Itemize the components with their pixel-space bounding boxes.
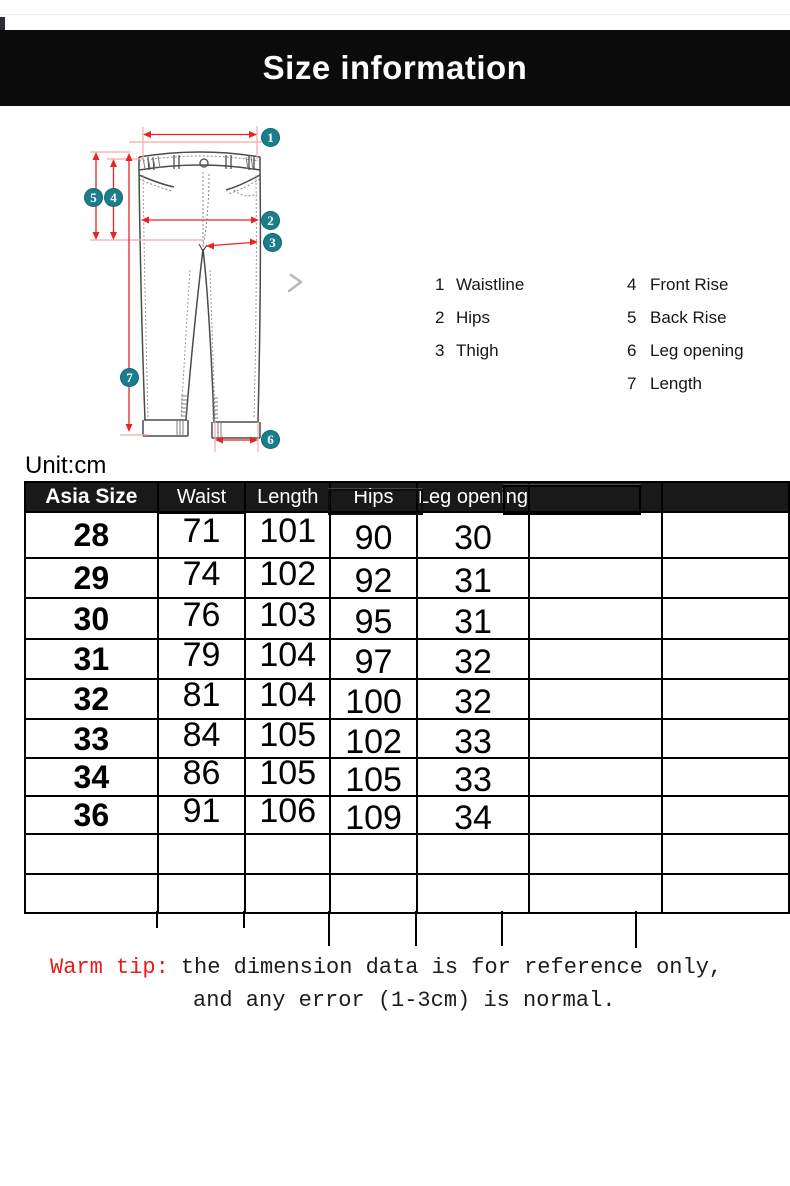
table-cell	[158, 792, 246, 834]
table-cell	[662, 758, 789, 796]
table-cell	[330, 719, 417, 761]
table-cell	[158, 512, 246, 558]
header-leg-opening: Leg opening	[417, 482, 529, 512]
table-cell-value: 104	[259, 676, 317, 714]
table-cell	[245, 636, 330, 679]
table-cell	[25, 558, 158, 598]
table-cell-value: 74	[182, 555, 221, 593]
table-cell	[417, 834, 529, 874]
table-cell	[417, 512, 529, 558]
diagram-marker-4: 4	[104, 188, 123, 207]
table-cell	[245, 595, 330, 639]
table-cell	[245, 555, 330, 598]
legend-item	[627, 334, 744, 367]
header-hips: Hips	[330, 482, 417, 512]
table-row	[25, 598, 789, 639]
size-table	[24, 481, 790, 914]
legend-label: Back Rise	[650, 307, 727, 327]
table-cell	[662, 558, 789, 598]
unit-label: Unit:cm	[25, 452, 107, 479]
table-cell-value: 102	[259, 555, 317, 593]
table-cell	[25, 874, 158, 913]
legend-label: Length	[650, 373, 702, 393]
table-cell-value: 105	[259, 754, 317, 792]
table-cell	[417, 679, 529, 719]
diagram-marker-7: 7	[120, 368, 139, 387]
dimension-arrows	[96, 135, 253, 441]
table-cell-value: 30	[454, 519, 492, 557]
table-cell-value: 33	[454, 761, 492, 799]
header-empty	[662, 482, 789, 512]
next-chevron-icon	[289, 275, 301, 291]
legend-number: 6	[627, 340, 637, 360]
header-asia-size: Asia Size	[25, 482, 158, 512]
table-cell	[330, 598, 417, 639]
table-cell	[245, 715, 330, 758]
table-cell	[158, 754, 246, 796]
table-cell-value: 100	[345, 683, 402, 721]
table-row	[25, 834, 789, 874]
legend-number: 7	[627, 373, 637, 393]
table-cell-value: 84	[182, 715, 221, 754]
table-cell	[245, 676, 330, 719]
legend-number: 5	[627, 307, 637, 327]
table-cell-value: 30	[73, 600, 110, 637]
table-cell	[158, 595, 246, 639]
table-cell-value: 33	[454, 722, 492, 761]
pants-outline-icon	[139, 152, 260, 438]
table-cell-value: 92	[354, 562, 393, 600]
table-cell	[245, 754, 330, 796]
table-border-artifact	[501, 911, 503, 946]
table-cell-value: 32	[73, 681, 110, 717]
table-cell-value: 105	[259, 715, 317, 754]
table-cell-value: 86	[182, 754, 221, 792]
table-cell	[25, 834, 158, 874]
diagram-marker-2: 2	[261, 211, 280, 230]
table-row	[25, 639, 789, 679]
table-row	[25, 512, 789, 558]
table-cell	[529, 598, 662, 639]
table-cell	[662, 639, 789, 679]
header-length: Length	[245, 482, 330, 512]
legend-item	[435, 268, 524, 301]
table-cell	[330, 639, 417, 679]
table-cell	[330, 558, 417, 598]
table-cell	[158, 874, 246, 913]
table-cell-value: 31	[454, 562, 492, 600]
table-cell-value: 32	[454, 643, 492, 681]
table-cell-value: 76	[182, 595, 221, 634]
table-cell	[417, 639, 529, 679]
table-cell-value: 95	[354, 602, 393, 641]
warm-tip-text: the dimension data is for reference only,	[180, 955, 723, 980]
table-row	[25, 758, 789, 796]
table-border-artifact	[328, 911, 330, 946]
table-cell	[529, 512, 662, 558]
table-cell-value: 91	[182, 792, 221, 830]
dimension-extension-lines	[90, 126, 262, 452]
table-cell	[245, 874, 330, 913]
table-cell	[158, 555, 246, 598]
table-border-artifact	[415, 911, 417, 946]
measurement-legend-left	[435, 268, 524, 367]
table-cell	[417, 719, 529, 761]
table-cell	[529, 758, 662, 796]
diagram-marker-3: 3	[263, 233, 282, 252]
table-cell-value: 105	[345, 761, 402, 799]
table-cell	[529, 639, 662, 679]
table-cell	[417, 598, 529, 639]
table-cell	[529, 558, 662, 598]
table-cell	[25, 719, 158, 758]
table-cell	[417, 758, 529, 799]
table-cell-value: 33	[73, 720, 110, 757]
table-cell	[662, 834, 789, 874]
table-cell-value: 28	[73, 517, 110, 553]
table-cell-value: 29	[73, 560, 110, 596]
table-cell	[529, 679, 662, 719]
header-empty	[529, 482, 662, 512]
table-cell-value: 79	[182, 636, 221, 674]
table-cell	[25, 679, 158, 719]
table-cell	[529, 834, 662, 874]
warm-tip-line1	[50, 951, 790, 984]
table-cell-value: 90	[354, 519, 393, 557]
diagram-marker-6: 6	[261, 430, 280, 449]
table-cell-value: 101	[259, 512, 317, 550]
table-cell	[662, 512, 789, 558]
table-cell	[25, 758, 158, 796]
table-cell	[417, 874, 529, 913]
table-cell	[158, 715, 246, 758]
table-cell-value: 31	[73, 641, 110, 677]
size-table-header-row	[25, 482, 789, 512]
table-cell	[330, 796, 417, 837]
table-cell-value: 103	[259, 595, 317, 634]
table-cell	[158, 676, 246, 719]
table-row	[25, 796, 789, 834]
table-border-artifact	[156, 911, 158, 928]
table-cell	[529, 719, 662, 758]
table-cell	[662, 796, 789, 834]
table-cell	[25, 598, 158, 639]
table-cell	[330, 679, 417, 719]
legend-label: Thigh	[456, 340, 499, 360]
dimension-arrowheads	[93, 131, 260, 444]
table-cell-value: 97	[354, 643, 393, 681]
table-cell	[25, 639, 158, 679]
legend-item	[627, 268, 744, 301]
table-cell-value: 34	[73, 759, 110, 795]
legend-number: 2	[435, 307, 445, 327]
legend-item	[435, 334, 524, 367]
table-cell	[245, 834, 330, 874]
header-waist: Waist	[158, 482, 246, 512]
table-cell	[662, 679, 789, 719]
legend-item	[435, 301, 524, 334]
table-cell	[330, 512, 417, 558]
diagram-marker-1: 1	[261, 128, 280, 147]
legend-number: 3	[435, 340, 445, 360]
table-cell	[662, 719, 789, 758]
table-cell	[245, 792, 330, 834]
table-cell	[662, 598, 789, 639]
table-cell-value: 104	[259, 636, 317, 674]
table-cell	[662, 874, 789, 913]
table-cell	[25, 796, 158, 834]
table-cell	[417, 558, 529, 598]
table-cell-value: 36	[73, 797, 110, 833]
table-cell-value: 106	[259, 792, 317, 830]
measurement-legend-right	[627, 268, 744, 400]
table-cell	[158, 636, 246, 679]
table-cell	[417, 796, 529, 837]
table-border-artifact	[243, 911, 245, 928]
warm-tip	[0, 951, 790, 1017]
legend-label: Hips	[456, 307, 491, 327]
legend-number: 4	[627, 274, 637, 294]
table-cell	[245, 512, 330, 558]
legend-label: Leg opening	[650, 340, 744, 360]
warm-tip-line2: and any error (1-3cm) is normal.	[193, 988, 616, 1013]
legend-item	[627, 367, 744, 400]
table-cell	[330, 874, 417, 913]
warm-tip-label: Warm tip:	[50, 955, 169, 980]
table-cell	[529, 796, 662, 834]
table-cell	[330, 834, 417, 874]
legend-label: Front Rise	[650, 274, 729, 294]
legend-item	[627, 301, 744, 334]
table-cell	[158, 834, 246, 874]
legend-number: 1	[435, 274, 445, 294]
table-border-artifact	[635, 911, 637, 948]
table-cell-value: 109	[345, 799, 402, 837]
table-cell-value: 32	[454, 683, 492, 721]
diagram-marker-5: 5	[84, 188, 103, 207]
page-title: Size information	[262, 49, 528, 86]
table-cell	[330, 758, 417, 799]
table-cell-value: 102	[345, 722, 402, 761]
table-cell	[529, 874, 662, 913]
table-row	[25, 558, 789, 598]
legend-label: Waistline	[456, 274, 525, 294]
table-row	[25, 679, 789, 719]
table-cell-value: 31	[454, 602, 492, 641]
table-row	[25, 719, 789, 758]
table-row	[25, 874, 789, 913]
table-cell-value: 71	[182, 512, 221, 550]
table-cell	[25, 512, 158, 558]
table-cell-value: 81	[182, 676, 221, 714]
table-cell-value: 34	[454, 799, 492, 837]
